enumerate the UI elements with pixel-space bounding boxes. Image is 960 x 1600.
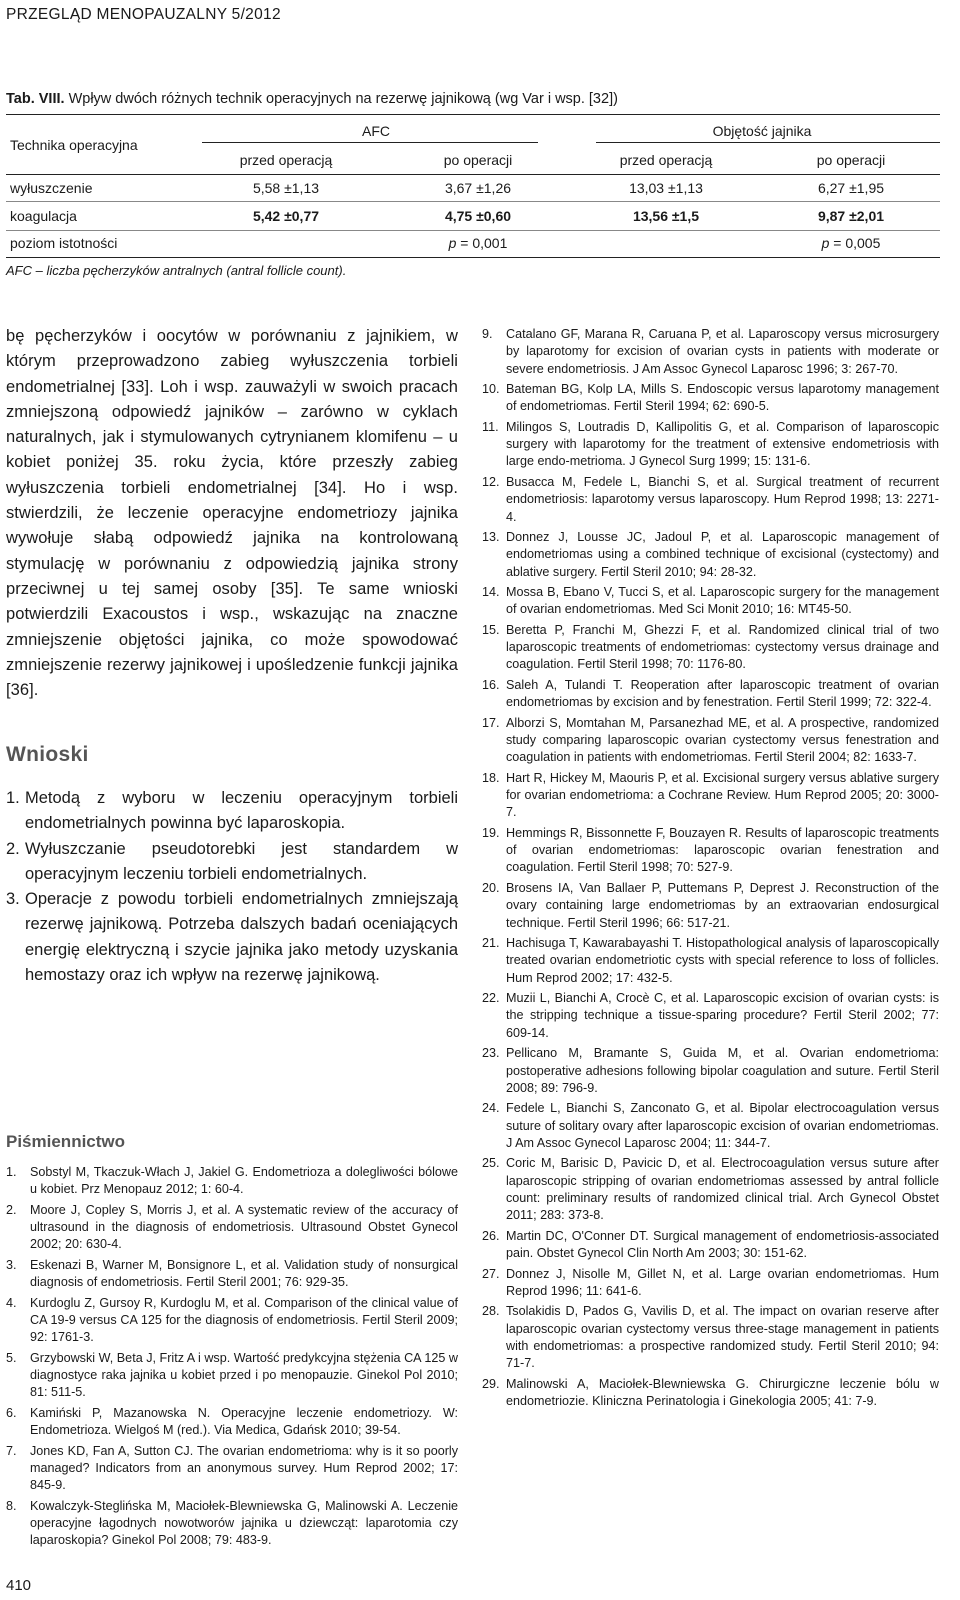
reference-text: Kamiński P, Mazanowska N. Operacyjne leczenie endometriozy. W: Endometrioza. Wielgoś M (red.). Via Medica, Gdańsk 2010; 39-54. (30, 1405, 458, 1438)
reference-text: Martin DC, O'Conner DT. Surgical management of endometriosis-associated pain. Obstet Gynecol Clin North Am 2003; 30: 151-62. (506, 1228, 939, 1261)
reference-number: 4. (6, 1295, 17, 1310)
reference-text: Busacca M, Fedele L, Bianchi S, et al. Surgical treatment of recurrent endometriosis: laparotomy versus laparoscopy. Hum Reprod 1998; 13: 2271-4. (506, 474, 939, 524)
afc-sub-rule (202, 142, 538, 143)
reference-number: 19. (482, 825, 500, 840)
item-number: 1. (6, 789, 20, 807)
table-cell: 5,42 ±0,77 (252, 208, 320, 224)
item-number: 2. (6, 839, 20, 858)
reference-item (6, 1405, 458, 1440)
volume-sub-rule (596, 142, 940, 143)
reference-text: Hachisuga T, Kawarabayashi T. Histopathological analysis of laparoscopically treated ovarian endometriotic cysts with special reference to loss of follicles. Hum Reprod 2002; 17: 432-5. (506, 936, 939, 985)
p-value-afc (378, 235, 578, 251)
reference-number: 28. (482, 1304, 500, 1319)
body-paragraph: bę pęcherzyków i oocytów w porównaniu z jajnikiem, w którym przeprowadzono zabieg wyłuszczenia torbieli endometrialnej [33]. Loh i wsp. zauważyli w swoich pracach zmniejszoną odpowiedź jajników – zarówno w cyklach naturalnych, jak i stymulowanych cytrynianem klomifenu – u kobiet poniżej 35. roku życia, które przeszły zabieg wyłuszczenia torbieli endometrialnej [34]. Ho i wsp. stwierdzili, że leczenie operacyjne endometriozy jajnika wywołuje słabą odpowiedź jajnika na kontrolowaną stymulację w porównaniu z odpowiedzią jajnika strony przeciwnej u tej samej osoby [35]. Te same wnioski potwierdzili Exacoustos i wsp., wskazując na znaczne zmniejszenie objętości jajnika, co może spowodować zmniejszenie rezerwy jajnikowej i upośledzenie funkcji jajnika [36]. (6, 327, 458, 700)
row-divider (6, 230, 940, 231)
p-symbol: p (821, 235, 830, 251)
conclusion-item (6, 887, 458, 988)
conclusions-list (6, 786, 458, 988)
item-text: Operacje z powodu torbieli endometrialnych zmniejszają rezerwę jajnikową. Potrzeba dalszych badań oceniających energię elektryczną i szycie jajnika jako metody uzyskania hemostazy oraz ich wpływ na rezerwę jajnikową. (25, 890, 458, 985)
table-bottom-rule (6, 257, 940, 258)
left-column (6, 324, 458, 703)
reference-text: Donnez J, Lousse JC, Jadoul P, et al. Laparoscopic management of endometriomas using a combined technique of excisional (cystectomy) and ablative surgery. Fertil Steril 2010; 94: 28-32. (506, 530, 939, 579)
reference-text: Mossa B, Ebano V, Tucci S, et al. Laparoscopic surgery for the management of ovarian endometriomas. Med Sci Monit 2010; 16: MT45-50. (506, 585, 939, 617)
table-cell: 9,87 ±2,01 (817, 208, 885, 224)
reference-number: 24. (482, 1101, 500, 1116)
reference-number: 7. (6, 1443, 17, 1458)
reference-number: 22. (482, 991, 500, 1006)
reference-number: 16. (482, 677, 500, 692)
reference-text: Fedele L, Bianchi S, Zanconato G, et al. Bipolar electrocoagulation versus suture of solitary ovary after laparoscopic excision of ovarian endometriomas. J Am Assoc Gynecol Laparosc 2004; 11: 344-7. (506, 1101, 939, 1150)
reference-number: 15. (482, 622, 500, 637)
table-cell: 6,27 ±1,95 (817, 180, 885, 196)
header-afc: AFC (362, 123, 390, 139)
reference-item (6, 1257, 458, 1292)
references-list-left (6, 1164, 458, 1553)
reference-text: Grzybowski W, Beta J, Fritz A i wsp. Wartość predykcyjna stężenia CA 125 w diagnostyce raka jajnika u kobiet przed i po menopauzie. Ginekol Pol 2010; 81: 511-5. (30, 1350, 458, 1400)
reference-number: 29. (482, 1376, 500, 1391)
reference-number: 25. (482, 1156, 500, 1171)
significance-label: poziom istotności (10, 235, 118, 251)
running-head: PRZEGLĄD MENOPAUZALNY 5/2012 (6, 6, 281, 23)
reference-item (482, 1303, 939, 1372)
row-label: koagulacja (10, 208, 77, 224)
reference-text: Muzii L, Bianchi A, Crocè C, et al. Laparoscopic excision of ovarian cysts: is the stripping technique a tissue-sparing procedure? Fertil Steril 2002; 77: 609-14. (506, 991, 939, 1040)
volume-after-header: po operacji (816, 152, 886, 168)
header-technique: Technika operacyjna (10, 137, 138, 153)
reference-number: 12. (482, 474, 500, 489)
afc-before-header: przed operacją (239, 152, 333, 168)
table-caption (6, 91, 618, 107)
reference-number: 1. (6, 1165, 17, 1179)
reference-item (482, 1376, 939, 1411)
reference-item (482, 825, 939, 877)
references-list-right (482, 326, 939, 1413)
p-volume-number: = 0,005 (829, 235, 881, 251)
reference-text: Eskenazi B, Warner M, Bonsignore L, et al. Validation study of nonsurgical diagnosis of endometriosis. Fertil Steril 2001; 76: 929-35. (30, 1257, 458, 1290)
afc-after-header: po operacji (443, 152, 513, 168)
reference-item (482, 529, 939, 581)
reference-item (482, 622, 939, 674)
reference-item (482, 990, 939, 1042)
reference-item (6, 1164, 458, 1199)
reference-text: Tsolakidis D, Pados G, Vavilis D, et al. The impact on ovarian reserve after laparoscopic ovarian cystectomy versus three-stage management in patients with endometriomas: a prospective randomized study. Fertil Steril 2010; 94: 71-7. (506, 1304, 939, 1371)
reference-text: Jones KD, Fan A, Sutton CJ. The ovarian endometrioma: why is it so poorly managed? Indicators from an anonymous survey. Hum Reprod 2002; 17: 845-9. (30, 1443, 458, 1493)
reference-number: 18. (482, 770, 500, 785)
reference-number: 13. (482, 530, 500, 545)
references-heading: Piśmiennictwo (6, 1132, 126, 1151)
table-cell: 4,75 ±0,60 (444, 208, 512, 224)
reference-item (482, 677, 939, 712)
reference-text: Alborzi S, Momtahan M, Parsanezhad ME, et al. A prospective, randomized study comparing laparoscopic ovarian cystectomy versus fenestration and coagulation in patients with endometriomas. Fertil Steril 2004; 82: 1633-7. (506, 715, 939, 765)
reference-text: Sobstyl M, Tkaczuk-Włach J, Jakiel G. Endometrioza a dolegliwości bólowe u kobiet. Prz Menopauz 2012; 1: 60-4. (30, 1165, 458, 1197)
reference-text: Beretta P, Franchi M, Ghezzi F, et al. Randomized clinical trial of two laparoscopic treatments of endometriomas: cystectomy versus drainage and coagulation. Fertil Steril 1998; 70: 1176-80. (506, 622, 939, 672)
reference-item (6, 1498, 458, 1550)
table-cell: 13,03 ±1,13 (629, 180, 703, 196)
reference-number: 8. (6, 1498, 17, 1513)
p-symbol: p (448, 235, 457, 251)
reference-number: 17. (482, 715, 500, 730)
reference-number: 23. (482, 1046, 500, 1061)
reference-number: 6. (6, 1405, 17, 1420)
reference-text: Milingos S, Loutradis D, Kallipolitis G, et al. Comparison of laparoscopic surgery with laparotomy for the treatment of extensive endometriosis with large endo-metrioma. J Gynecol Surg 1999; 15: 131-6. (506, 419, 939, 469)
header-volume: Objętość jajnika (712, 123, 812, 139)
reference-number: 10. (482, 382, 500, 397)
reference-item (6, 1443, 458, 1495)
reference-number: 11. (482, 419, 499, 434)
volume-before-header: przed operacją (619, 152, 713, 168)
reference-number: 27. (482, 1266, 500, 1281)
reference-text: Brosens IA, Van Ballaer P, Puttemans P, Deprest J. Reconstruction of the ovary containing large endometriomas by an extraovarian endosurgical technique. Fertil Steril 1996; 66: 517-21. (506, 880, 939, 930)
reference-number: 2. (6, 1202, 17, 1217)
reference-item (482, 770, 939, 822)
reference-item (482, 474, 939, 526)
reference-text: Coric M, Barisic D, Pavicic D, et al. Electrocoagulation versus suture after laparoscopic stripping of ovarian endometriomas assessed by antral follicle count: preliminary results of randomized clinical trial. Arch Gynecol Obstet 2011; 283: 373-8. (506, 1156, 939, 1223)
table-title: Wpływ dwóch różnych technik operacyjnych na rezerwę jajnikową (wg Var i wsp. [32]) (68, 91, 618, 107)
conclusion-item (6, 786, 458, 837)
item-number: 3. (6, 890, 20, 909)
table-label: Tab. VIII. (6, 91, 65, 107)
reference-item (482, 326, 939, 378)
reference-number: 20. (482, 880, 500, 895)
reference-number: 5. (6, 1350, 17, 1365)
reference-item (6, 1350, 458, 1402)
reference-item (482, 584, 939, 619)
reference-item (482, 419, 939, 471)
page-number: 410 (6, 1577, 32, 1594)
reference-item (482, 1228, 939, 1263)
reference-item (6, 1202, 458, 1254)
reference-text: Kowalczyk-Steglińska M, Maciołek-Blewniewska G, Malinowski A. Leczenie operacyjne łagodnych nowotworów jajnika u dziewcząt: laparotomia czy laparoskopia? Ginekol Pol 2008; 79: 483-9. (30, 1498, 458, 1548)
reference-text: Malinowski A, Maciołek-Blewniewska G. Chirurgiczne leczenie bólu w endometriozie. Kliniczna Perinatologia i Ginekologia 2005; 41: 7-9. (506, 1376, 939, 1408)
reference-item (482, 381, 939, 416)
table-top-rule (6, 114, 940, 115)
item-text: Metodą z wyboru w leczeniu operacyjnym torbieli endometrialnych powinna być laparoskopia. (25, 789, 458, 833)
reference-number: 3. (6, 1257, 17, 1272)
reference-item (6, 1295, 458, 1347)
row-divider (6, 201, 940, 202)
reference-item (482, 1155, 939, 1224)
row-label: wyłuszczenie (10, 180, 93, 196)
reference-item (482, 880, 939, 932)
header-bottom-rule (6, 174, 940, 175)
conclusion-item (6, 837, 458, 888)
p-afc-number: = 0,001 (456, 235, 508, 251)
reference-text: Catalano GF, Marana R, Caruana P, et al. Laparoscopy versus microsurgery by laparotomy for excision of ovarian cysts in patients with moderate or severe endometriosis. J Am Assoc Gynecol Laparosc 1996; 3: 267-70. (506, 327, 939, 376)
reference-text: Hemmings R, Bissonnette F, Bouzayen R. Results of laparoscopic treatments of ovarian endometriomas: laparoscopic ovarian fenestration and coagulation. Fertil Steril 1998; 70: 527-9. (506, 825, 939, 875)
reference-text: Moore J, Copley S, Morris J, et al. A systematic review of the accuracy of ultrasound in the diagnosis of endometriosis. Ultrasound Obstet Gynecol 2002; 20: 630-4. (30, 1202, 458, 1252)
reference-item (482, 1266, 939, 1301)
reference-item (482, 1045, 939, 1097)
table-cell: 13,56 ±1,5 (632, 208, 700, 224)
reference-number: 9. (482, 327, 493, 341)
reference-text: Hart R, Hickey M, Maouris P, et al. Excisional surgery versus ablative surgery for ovarian endometrioma: a Cochrane Review. Hum Reprod 2005; 20: 3000-7. (506, 770, 939, 820)
reference-text: Kurdoglu Z, Gursoy R, Kurdoglu M, et al. Comparison of the clinical value of CA 19-9 versus CA 125 for the diagnosis of endometriosis. Fertil Steril 2009; 92: 1761-3. (30, 1295, 458, 1345)
conclusions-heading: Wnioski (6, 743, 89, 766)
table-cell: 5,58 ±1,13 (252, 180, 320, 196)
reference-number: 14. (482, 585, 500, 600)
reference-item (482, 935, 939, 987)
reference-text: Saleh A, Tulandi T. Reoperation after laparoscopic treatment of ovarian endometriomas by excision and by fenestration. Fertil Steril 1999; 72: 322-4. (506, 677, 939, 710)
reference-text: Pellicano M, Bramante S, Guida M, et al. Ovarian endometrioma: postoperative adhesions following bipolar coagulation and suture. Fertil Steril 2008; 89: 796-9. (506, 1046, 939, 1095)
p-value-volume (751, 235, 951, 251)
table-footnote: AFC – liczba pęcherzyków antralnych (antral follicle count). (6, 263, 347, 278)
reference-number: 21. (482, 936, 500, 951)
reference-text: Bateman BG, Kolp LA, Mills S. Endoscopic versus laparotomy management of endometriomas. Fertil Steril 1994; 62: 690-5. (506, 382, 939, 414)
reference-number: 26. (482, 1228, 500, 1243)
reference-item (482, 715, 939, 767)
item-text: Wyłuszczanie pseudotorebki jest standardem w operacyjnym leczeniu torbieli endometrialnych. (25, 839, 458, 883)
reference-item (482, 1100, 939, 1152)
reference-text: Donnez J, Nisolle M, Gillet N, et al. Large ovarian endometriomas. Hum Reprod 1996; 11: 641-6. (506, 1266, 939, 1298)
table-cell: 3,67 ±1,26 (444, 180, 512, 196)
